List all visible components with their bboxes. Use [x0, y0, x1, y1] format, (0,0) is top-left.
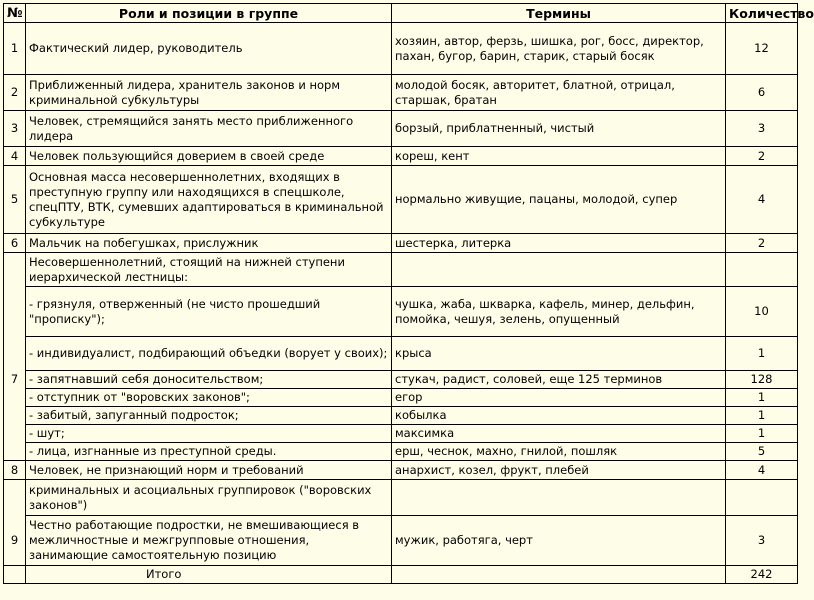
table-row	[4, 234, 798, 253]
table-row	[4, 111, 798, 147]
row-num	[4, 407, 26, 425]
row-count: 12	[726, 23, 798, 75]
row-role: Честно работающие подростки, не вмешивающиеся в межличностные и межгрупповые отношения, занимающие самостоятельную позицию	[26, 516, 392, 566]
row-role: Мальчик на побегушках, прислужник	[26, 234, 392, 253]
row-count: 1	[726, 389, 798, 407]
row-terms: стукач, радист, соловей, еще 125 терминов	[392, 371, 726, 389]
row-count	[726, 253, 798, 287]
row-role: Человек, не признающий норм и требований	[26, 461, 392, 480]
row-terms: нормально живущие, пацаны, молодой, супер	[392, 166, 726, 234]
row-count: 3	[726, 516, 798, 566]
header-roles: Роли и позиции в группе	[26, 4, 392, 23]
row-count: 1	[726, 425, 798, 443]
row-num: 9	[4, 516, 26, 566]
row-role: - отступник от "воровских законов";	[26, 389, 392, 407]
row-role: Приближенный лидера, хранитель законов и норм криминальной субкультуры	[26, 75, 392, 111]
header-num: №	[4, 4, 26, 23]
table-row	[4, 337, 798, 371]
row-terms: крыса	[392, 337, 726, 371]
row-count: 1	[726, 337, 798, 371]
row-num: 6	[4, 234, 26, 253]
row-count: 128	[726, 371, 798, 389]
table-row	[4, 166, 798, 234]
table-row	[4, 147, 798, 166]
row-terms: борзый, приблатненный, чистый	[392, 111, 726, 147]
row-role: Фактический лидер, руководитель	[26, 23, 392, 75]
table-row	[4, 425, 798, 443]
row-terms: ерш, чеснок, махно, гнилой, пошляк	[392, 443, 726, 461]
total-terms-cell	[392, 566, 726, 584]
row-num	[4, 425, 26, 443]
row-count: 1	[726, 407, 798, 425]
row-role: - забитый, запуганный подросток;	[26, 407, 392, 425]
row-num: 1	[4, 23, 26, 75]
row-count: 4	[726, 461, 798, 480]
row-count: 4	[726, 166, 798, 234]
table-row	[4, 371, 798, 389]
row-role: - лица, изгнанные из преступной среды.	[26, 443, 392, 461]
row-role: - грязнуля, отверженный (не чисто прошедший "прописку");	[26, 287, 392, 337]
row-num: 7	[4, 371, 26, 389]
row-role: Несовершеннолетний, стоящий на нижней ступени иерархической лестницы:	[26, 253, 392, 287]
row-count: 2	[726, 234, 798, 253]
table-row	[4, 389, 798, 407]
row-role: криминальных и асоциальных группировок ("воровских законов")	[26, 480, 392, 516]
row-role: Человек пользующийся доверием в своей среде	[26, 147, 392, 166]
row-count	[726, 480, 798, 516]
row-role: Основная масса несовершеннолетних, входящих в преступную группу или находящихся в спецшколе, спецПТУ, ВТК, сумевших адаптироваться в криминальной субкультуре	[26, 166, 392, 234]
row-terms	[392, 480, 726, 516]
row-role: Человек, стремящийся занять место приближенного лидера	[26, 111, 392, 147]
row-count: 10	[726, 287, 798, 337]
row-num: 8	[4, 461, 26, 480]
header-terms: Термины	[392, 4, 726, 23]
table-row	[4, 75, 798, 111]
row-terms: молодой босяк, авторитет, блатной, отрицал, старшак, братан	[392, 75, 726, 111]
row-terms: максимка	[392, 425, 726, 443]
row-count: 2	[726, 147, 798, 166]
row-num	[4, 480, 26, 516]
row-terms: кобылка	[392, 407, 726, 425]
row-num	[4, 443, 26, 461]
row-role: - индивидуалист, подбирающий объедки (ворует у своих);	[26, 337, 392, 371]
row-num	[4, 253, 26, 287]
row-num	[4, 287, 26, 337]
row-num	[4, 337, 26, 371]
table-row	[4, 516, 798, 566]
table-row	[4, 287, 798, 337]
row-num: 4	[4, 147, 26, 166]
row-terms: чушка, жаба, шкварка, кафель, минер, дельфин, помойка, чешуя, зелень, опущенный	[392, 287, 726, 337]
row-terms: мужик, работяга, черт	[392, 516, 726, 566]
row-num: 5	[4, 166, 26, 234]
total-row	[4, 566, 798, 584]
total-label: Итого	[26, 566, 392, 584]
row-terms: егор	[392, 389, 726, 407]
total-count: 242	[726, 566, 798, 584]
row-num	[4, 389, 26, 407]
total-num-cell	[4, 566, 26, 584]
row-count: 5	[726, 443, 798, 461]
table-row	[4, 480, 798, 516]
header-count: Количество	[726, 4, 798, 23]
roles-terms-table	[3, 3, 814, 584]
table-row	[4, 23, 798, 75]
header-row	[4, 4, 798, 23]
row-terms: анархист, козел, фрукт, плебей	[392, 461, 726, 480]
table-row	[4, 443, 798, 461]
table-row	[4, 461, 798, 480]
row-role: - шут;	[26, 425, 392, 443]
table-row	[4, 407, 798, 425]
row-terms	[392, 253, 726, 287]
row-count: 6	[726, 75, 798, 111]
row-terms: хозяин, автор, ферзь, шишка, рог, босс, директор, пахан, бугор, барин, старик, старый босяк	[392, 23, 726, 75]
row-role: - запятнавший себя доносительством;	[26, 371, 392, 389]
row-num: 3	[4, 111, 26, 147]
row-num: 2	[4, 75, 26, 111]
row-terms: кореш, кент	[392, 147, 726, 166]
row-count: 3	[726, 111, 798, 147]
table-row	[4, 253, 798, 287]
row-terms: шестерка, литерка	[392, 234, 726, 253]
